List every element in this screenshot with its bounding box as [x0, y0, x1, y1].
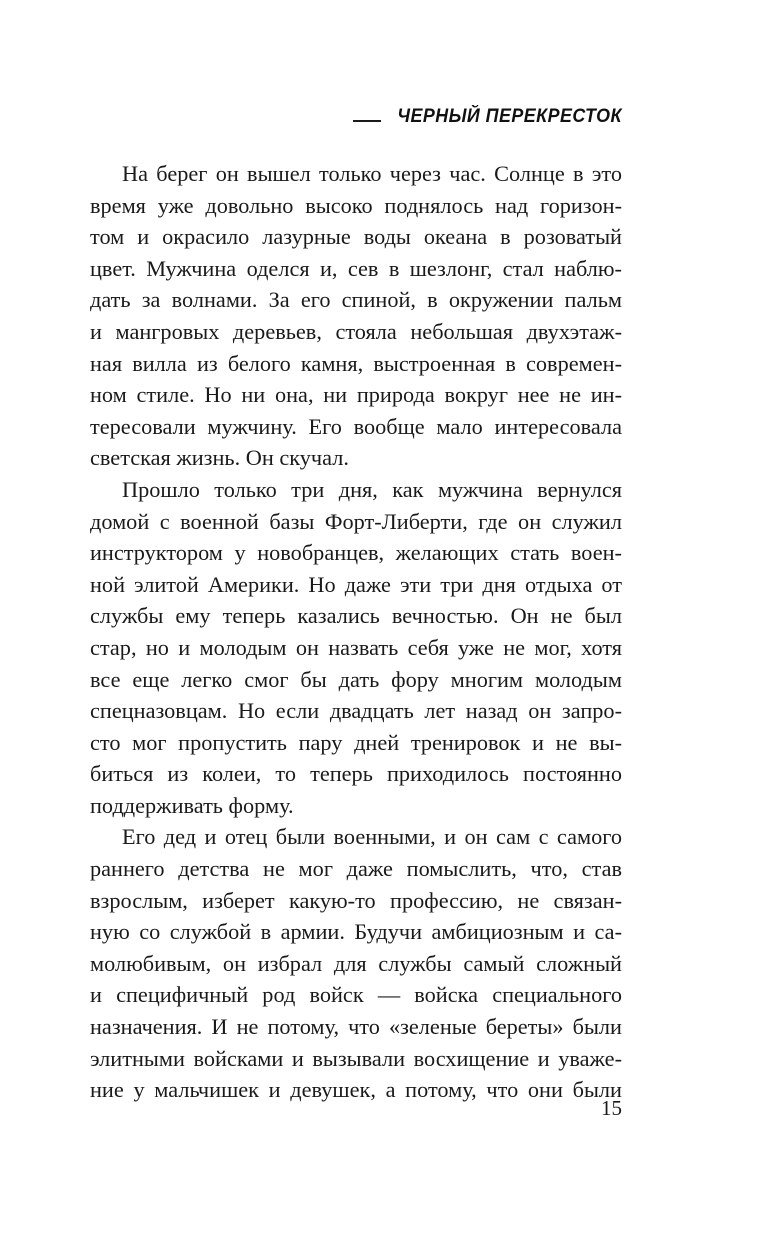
text-line: На берег он вышел только через час. Солнце в это: [122, 161, 622, 186]
paragraph-2: [90, 474, 622, 822]
paragraph-3: [90, 821, 622, 1105]
text-line: том и окрасило лазурные воды океана в розоватый: [90, 224, 622, 250]
text-line: и специфичный род войск — войска специального: [90, 982, 622, 1008]
text-line: тересовали мужчину. Его вообще мало интересовала: [90, 413, 622, 439]
body-text: [90, 158, 622, 1106]
text-line: элитными войсками и вызывали восхищение и уваже-: [90, 1045, 622, 1071]
text-line: раннего детства не мог даже помыслить, что, став: [90, 856, 622, 882]
text-line: и мангровых деревьев, стояла небольшая двухэтаж-: [90, 318, 622, 344]
text-line: ную со службой в армии. Будучи амбициозным и са-: [90, 919, 622, 945]
text-line: службы ему теперь казались вечностью. Он не был: [90, 603, 622, 629]
text-line: ние у мальчишек и девушек, а потому, что они были: [90, 1077, 622, 1103]
header-rule: [353, 120, 381, 122]
text-line: биться из колеи, то теперь приходилось постоянно: [90, 761, 622, 787]
text-line: Его дед и отец были военными, и он сам с самого: [122, 824, 622, 850]
text-line: назначения. И не потому, что «зеленые береты» были: [90, 1014, 622, 1040]
text-line: инструктором у новобранцев, желающих стать воен-: [90, 540, 622, 566]
text-line: спецназовцам. Но если двадцать лет назад он запро-: [90, 698, 622, 724]
text-line: молюбивым, он избрал для службы самый сложный: [90, 950, 622, 976]
text-line: поддерживать форму.: [90, 792, 294, 818]
text-line: светская жизнь. Он скучал.: [90, 445, 349, 471]
text-line: ном стиле. Но ни она, ни природа вокруг нее не ин-: [90, 382, 622, 408]
text-line: Прошло только три дня, как мужчина вернулся: [122, 476, 622, 502]
text-line: взрослым, изберет какую-то профессию, не связан-: [90, 887, 622, 913]
running-header-title: ЧЕРНЫЙ ПЕРЕКРЕСТОК: [397, 106, 622, 127]
page-number: 15: [601, 1096, 622, 1120]
text-line: ной элитой Америки. Но даже эти три дня отдыха от: [90, 571, 622, 597]
text-line: сто мог пропустить пару дней тренировок и не вы-: [90, 729, 622, 755]
text-line: стар, но и молодым он назвать себя уже не мог, хотя: [90, 634, 622, 660]
text-line: цвет. Мужчина оделся и, сев в шезлонг, стал наблю-: [90, 255, 622, 281]
paragraph-1: [90, 158, 622, 474]
text-line: ная вилла из белого камня, выстроенная в современ-: [90, 350, 622, 376]
text-line: дать за волнами. За его спиной, в окружении пальм: [90, 287, 622, 313]
text-line: время уже довольно высоко поднялось над горизон-: [90, 192, 622, 218]
text-line: все еще легко смог бы дать фору многим молодым: [90, 666, 622, 692]
text-line: домой с военной базы Форт-Либерти, где он служил: [90, 508, 622, 534]
running-header: [330, 102, 622, 128]
